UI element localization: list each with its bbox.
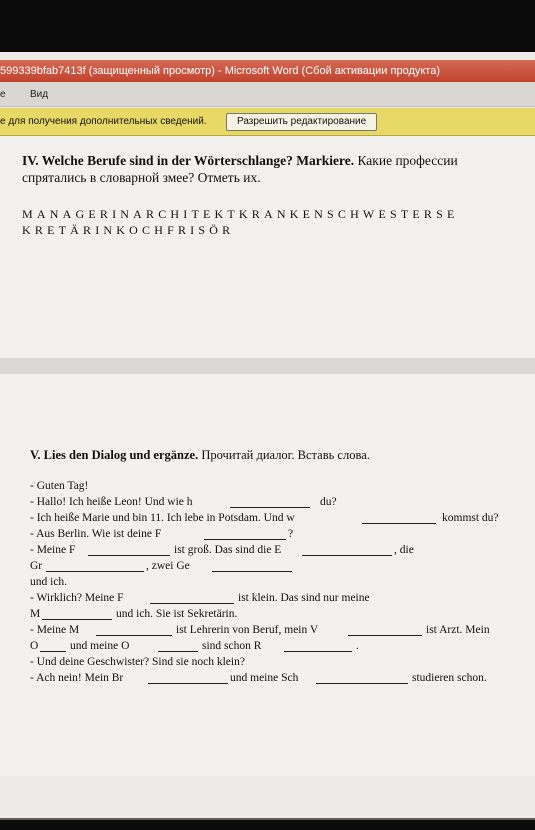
menu-bar: [0, 82, 535, 107]
dialog-text: sind schon R: [202, 640, 262, 652]
task4-title-german: IV. Welche Berufe sind in der Wörterschlange? Markiere.: [22, 153, 355, 168]
task5-heading: [30, 448, 520, 463]
dialog-text: - Meine M: [30, 624, 80, 636]
dialog-text: kommst du?: [442, 512, 499, 524]
window-titlebar: [0, 60, 535, 82]
dialog-text: - Und deine Geschwister? Sind sie noch klein?: [30, 656, 245, 668]
dialog-text: .: [356, 640, 359, 652]
dialog-text: und meine Sch: [230, 672, 299, 684]
dialog-text: - Ich heiße Marie und bin 11. Ich lebe in Potsdam. Und w: [30, 512, 295, 524]
menu-item-view[interactable]: Вид: [30, 89, 49, 100]
dialog-text: - Aus Berlin. Wie ist deine F: [30, 528, 162, 540]
dialog-text: ist groß. Das sind die E: [174, 544, 282, 556]
taskbar: [0, 818, 535, 820]
protected-view-message: е для получения дополнительных сведений.: [0, 116, 207, 127]
dialog-text: und ich.: [30, 576, 68, 588]
task5-title-russian: Прочитай диалог. Вставь слова.: [198, 448, 370, 462]
page-break: [0, 358, 535, 374]
word-snake-line-1: MANAGERINARCHITEKTKRANKENSCHWESTERSE: [22, 207, 459, 221]
menu-item-partial[interactable]: е: [0, 89, 6, 100]
dialog-text: und ich. Sie ist Sekretärin.: [116, 608, 238, 620]
dialog-text: - Guten Tag!: [30, 480, 89, 492]
document-area: [0, 136, 535, 776]
dialog-text: , zwei Ge: [146, 560, 190, 572]
dialog-text: - Meine F: [30, 544, 76, 556]
dialog-text: ist Arzt. Mein: [426, 624, 490, 636]
dialog-text: - Ach nein! Mein Br: [30, 672, 124, 684]
window-title: 599339bfab7413f (защищенный просмотр) - Microsoft Word (Сбой активации продукта): [0, 65, 440, 77]
screen: [0, 52, 535, 820]
word-snake: [22, 206, 522, 238]
word-snake-line-2: KRETÄRINKOCHFRISÖR: [22, 223, 235, 237]
dialog-text: - Wirklich? Meine F: [30, 592, 124, 604]
dialog-text: O: [30, 640, 39, 652]
task5-title-german: V. Lies den Dialog und ergänze.: [30, 448, 199, 462]
task4-heading: [22, 152, 522, 186]
dialog-text: M: [30, 608, 41, 620]
dialog-text: ist klein. Das sind nur meine: [238, 592, 370, 604]
dialog-text: studieren schon.: [412, 672, 487, 684]
dialog-text: , die: [394, 544, 414, 556]
protected-view-bar: [0, 108, 535, 136]
dialog-text: - Hallo! Ich heiße Leon! Und wie h: [30, 496, 193, 508]
task4-title-russian: Какие профессии спрятались в словарной змее? Отметь их.: [22, 153, 458, 185]
dialog-text: ist Lehrerin von Beruf, mein V: [176, 624, 319, 636]
dialog-text: Gr: [30, 560, 43, 572]
dialog-text: ?: [288, 528, 294, 540]
dialog-text: und meine O: [70, 640, 130, 652]
enable-editing-button[interactable]: Разрешить редактирование: [226, 113, 377, 131]
dialog-text: du?: [320, 496, 337, 508]
